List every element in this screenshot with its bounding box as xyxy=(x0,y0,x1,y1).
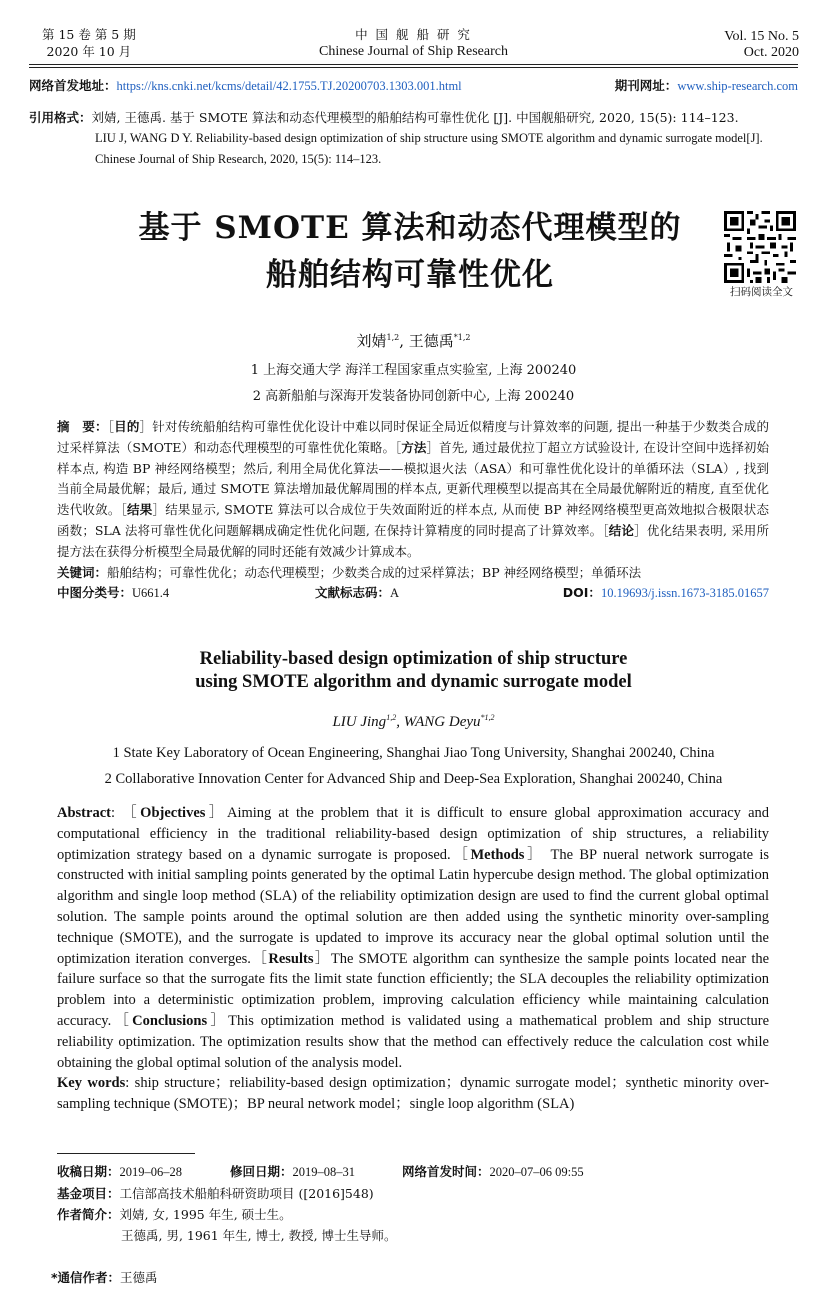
online-address-row xyxy=(29,76,798,94)
author-1-cn-affil: 1,2 xyxy=(386,333,400,342)
corresponding-name: 王德禹 xyxy=(120,1270,158,1285)
journal-name xyxy=(0,26,827,60)
title-cn-line1: 基于 SMOTE 算法和动态代理模型的 xyxy=(138,210,682,246)
abstract-en-conclusion: This optimization method is validated using a mathematical problem and ship structure reliability optimization. The optimization results show that the method can effectively reduce the calculation cost while obtaining the global optimal solution of the analysis model. xyxy=(57,1012,770,1071)
citation-en: LIU J, WANG D Y. Reliability-based design optimization of ship structure using SMOTE algorithm and dynamic surrogate model[J]. Chinese Journal of Ship Research, 2020, 15(5): 114–123. xyxy=(95,131,763,166)
authors-en xyxy=(0,713,827,731)
title-en-line2: using SMOTE algorithm and dynamic surrogate model xyxy=(195,672,632,692)
corresponding-author xyxy=(51,1268,158,1286)
abstract-cn-method: 首先, 通过最优拉丁超立方试验设计, 在设计空间中选择初始样本点, 构造 BP 神经网络模型；然后, 利用全局优化算法——模拟退火法（ASA）和可靠性优化设计的单循环法（SLA）, 找到当前全局最优解；最后, 通过 SMOTE 算法增加最优解周围的样本点, 更新代理模型以提高其在全局最优解附近的精度, 直至优化迭代收敛。 xyxy=(57,439,769,518)
journal-name-en: Chinese Journal of Ship Research xyxy=(319,44,508,59)
affiliation-en-1: 1 State Key Laboratory of Ocean Engineering, Shanghai Jiao Tong University, Shanghai 200240, China xyxy=(112,745,715,761)
abstract-en-label: Abstract xyxy=(57,805,111,821)
affiliation-cn-2: 2 高新船舶与深海开发装备协同创新中心, 上海 200240 xyxy=(252,389,575,404)
author-1-en-affil: 1,2 xyxy=(386,713,397,722)
doi-link[interactable]: 10.19693/j.issn.1673-3185.01657 xyxy=(600,586,769,601)
keywords-cn: 船舶结构；可靠性优化；动态代理模型；少数类合成的过采样算法；BP 神经网络模型；单循环法 xyxy=(107,564,642,580)
revised-label: 修回日期： xyxy=(230,1164,293,1179)
affiliation-en-2: 2 Collaborative Innovation Center for Advanced Ship and Deep-Sea Exploration, Shanghai 200240, China xyxy=(104,771,723,787)
date-cn: 2020 年 10 月 xyxy=(46,44,132,59)
fund-value: 工信部高技术船舶科研资助项目 ([2016]548) xyxy=(119,1186,374,1201)
online-address-link[interactable]: https://kns.cnki.net/kcms/detail/42.1755.TJ.20200703.1303.001.html xyxy=(116,79,462,93)
abstract-cn-objective: 针对传统船舶结构可靠性优化设计中难以同时保证全局近似精度与计算效率的问题, 提出一种基于少数类合成的过采样算法（SMOTE）和动态代理模型的可靠性优化策略。 xyxy=(57,419,769,455)
abstract-en-tag-conclusion: Conclusions xyxy=(132,1012,208,1029)
title-en xyxy=(0,648,827,694)
doccode-value: A xyxy=(390,586,400,601)
online-address-label: 网络首发地址： xyxy=(29,78,117,93)
header-divider xyxy=(29,64,798,65)
footnotes xyxy=(57,1161,769,1246)
bio-author-1: 刘婧, 女, 1995 年生, 硕士生。 xyxy=(119,1207,292,1222)
author-separator-en: , xyxy=(396,714,404,730)
title-cn xyxy=(100,205,720,299)
abstract-cn-tag-method: 方法 xyxy=(401,439,427,455)
abstract-en-tag-result: Results xyxy=(268,950,314,967)
title-cn-line2: 船舶结构可靠性优化 xyxy=(266,257,554,293)
volume-cn: 第 15 卷 第 5 期 xyxy=(42,27,136,42)
abstract-en-method: The BP nueral network surrogate is constructed with initial sampling points generated by the optimal Latin hypercube design method. The global optimization algorithm and single loop method (SLA) of the reliability optimization design are used to find the current global optimal solution. The sample points around the optimal solution are then added using the synthetic minority over-sampling technique (SMOTE), and the surrogate is updated to improve its accuracy near the global optimal solution until the optimization iteration converges. xyxy=(57,846,770,967)
abstract-cn-conclusion: 优化结果表明, 采用所提方法在获得分析模型全局最优解的同时还能有效减少计算成本。 xyxy=(57,522,769,559)
citation-cn: 刘婧, 王德禹. 基于 SMOTE 算法和动态代理模型的船舶结构可靠性优化 [J]. 中国舰船研究, 2020, 15(5): 114–123. xyxy=(91,110,739,125)
qr-caption: 扫码阅读全文 xyxy=(730,286,793,298)
volume-en: Vol. 15 No. 5 xyxy=(724,29,799,44)
author-2-cn-affil: *1,2 xyxy=(453,333,471,342)
author-1-cn: 刘婧 xyxy=(356,332,387,350)
keywords-en-label: Key words xyxy=(57,1075,126,1092)
revised-date: 2019–08–31 xyxy=(292,1165,356,1179)
journal-site-label: 期刊网址： xyxy=(614,78,678,93)
online-first-time: 2020–07–06 09:55 xyxy=(489,1165,584,1179)
footnote-divider xyxy=(57,1153,195,1154)
citation-label: 引用格式： xyxy=(29,110,92,125)
abstract-en-tag-method: Methods xyxy=(470,846,525,863)
abstract-cn: 摘 要：［目的］针对传统船舶结构可靠性优化设计中难以同时保证全局近似精度与计算效率的问题, 提出一种基于少数类合成的过采样算法（SMOTE）和动态代理模型的可靠性优化策略。［方法］首先, 通过最优拉丁超立方试验设计, 在设计空间中选择初始样本点, 构造 BP 神经网络模型；然后, 利用全局优化算法——模拟退火法（ASA）和可靠性优化设计的单循环法（SLA）, 找到当前全局最优解；最后, 通过 SMOTE 算法增加最优解周围的样本点, 更新代理模型以提高其在全局最优解附近的精度, 直至优化迭代收敛。［结果］结果显示, SMOTE 算法可以合成位于失效面附近的样本点, 从而使 BP 神经网络模型更高效地拟合极限状态函数；SLA 法将可靠性优化问题解耦成确定性优化问题, 在保持计算精度的同时提高了计算效率。［结论］优化结果表明, 采用所提方法在获得分析模型全局最优解的同时还能有效减少计算成本。 关键词：船舶结构；可靠性优化；动态代理模型；少数类合成的过采样算法；BP 神经网络模型；单循环法 中图分类号：U661.4 文献标志码：A DOI：10.19693/j.issn.1673-3185.01657 xyxy=(57,419,769,601)
online-first-label: 网络首发时间： xyxy=(402,1164,490,1179)
journal-site-link[interactable]: www.ship-research.com xyxy=(677,79,798,93)
abstract-en-objective: Aiming at the problem that it is difficult to ensure global approximation accuracy and computational efficiency in the traditional reliability-based design optimization of ship structures, a reliability optimization strategy based on a dynamic surrogate is proposed. xyxy=(57,805,770,863)
affiliations-en xyxy=(0,740,827,792)
authors-cn xyxy=(0,330,827,351)
author-2-cn: 王德禹 xyxy=(408,332,454,350)
qr-code-icon[interactable] xyxy=(724,211,796,283)
author-1-en: LIU Jing xyxy=(332,714,387,730)
affiliation-cn-1: 1 上海交通大学 海洋工程国家重点实验室, 上海 200240 xyxy=(250,363,577,378)
bio-author-2: 王德禹, 男, 1961 年生, 博士, 教授, 博士生导师。 xyxy=(121,1228,397,1243)
journal-name-cn: 中 国 舰 船 研 究 xyxy=(355,27,472,42)
received-date: 2019–06–28 xyxy=(119,1165,183,1179)
abstract-cn-tag-objective: 目的 xyxy=(114,419,140,434)
abstract-cn-result: 结果显示, SMOTE 算法可以合成位于失效面附近的样本点, 从而使 BP 神经网络模型更高效地拟合极限状态函数；SLA 法将可靠性优化问题解耦成确定性优化问题, 在保持计算精度的同时提高了计算效率。 xyxy=(57,502,769,538)
header-divider-2 xyxy=(29,67,798,68)
journal-volume-en xyxy=(724,29,799,61)
clc-label: 中图分类号： xyxy=(57,585,133,601)
abstract-cn-tag-result: 结果 xyxy=(127,502,153,518)
doccode-label: 文献标志码： xyxy=(315,585,391,601)
title-en-line1: Reliability-based design optimization of ship structure xyxy=(199,649,628,669)
fund-label: 基金项目： xyxy=(57,1186,120,1201)
date-en: Oct. 2020 xyxy=(743,45,799,60)
clc-value: U661.4 xyxy=(132,586,170,601)
received-label: 收稿日期： xyxy=(57,1164,120,1179)
doi-label: DOI： xyxy=(562,585,601,601)
abstract-en-tag-objective: Objectives xyxy=(140,805,206,821)
abstract-cn-label: 摘 要： xyxy=(57,419,108,434)
affiliations-cn xyxy=(0,358,827,410)
corresponding-label: *通信作者： xyxy=(51,1270,121,1285)
author-2-en: WANG Deyu xyxy=(403,714,481,730)
author-2-en-affil: *1,2 xyxy=(480,713,495,722)
bio-label: 作者简介： xyxy=(57,1207,120,1222)
author-separator: , xyxy=(399,332,409,350)
abstract-en: Abstract: ［Objectives］Aiming at the problem that it is difficult to ensure global approximation accuracy and computational efficiency in the traditional reliability-based design optimization of ship structures, a reliability optimization strategy based on a dynamic surrogate is proposed.［Methods］ The BP nueral network surrogate is constructed with initial sampling points generated by the optimal Latin hypercube design method. The global optimization algorithm and single loop method (SLA) of the reliability optimization design are used to find the current global optimal solution. The sample points around the optimal solution are then added using the synthetic minority over-sampling technique (SMOTE), and the surrogate is updated to improve its accuracy near the global optimal solution until the optimization iteration converges.［Results］The SMOTE algorithm can synthesize the sample points located near the failure surface so that the surrogate fits the limit state function efficiently; the SLA decouples the reliability optimization problem into a deterministic optimization problem, improving calculation efficiency while maintaining calculation accuracy.［Conclusions］This optimization method is validated using a mathematical problem and ship structure reliability optimization. The optimization results show that the method can effectively reduce the calculation cost while obtaining the global optimal solution of the analysis model. Key words: ship structure；reliability-based design optimization；dynamic surrogate model；synthetic minority over-sampling technique (SMOTE)；BP neural network model；single loop algorithm (SLA) xyxy=(57,805,770,1113)
keywords-cn-label: 关键词： xyxy=(57,564,108,580)
keywords-en: ship structure；reliability-based design optimization；dynamic surrogate model；synthetic minority over-sampling technique (SMOTE)；BP neural network model；single loop algorithm (SLA) xyxy=(57,1075,769,1113)
abstract-cn-tag-conclusion: 结论 xyxy=(608,522,635,538)
citation-block xyxy=(29,107,798,170)
abstract-en-result: The SMOTE algorithm can synthesize the sample points located near the failure surface so that the surrogate fits the limit state function efficiently; the SLA decouples the reliability optimization problem into a deterministic optimization problem, improving calculation efficiency while maintaining calculation accuracy. xyxy=(57,950,770,1029)
